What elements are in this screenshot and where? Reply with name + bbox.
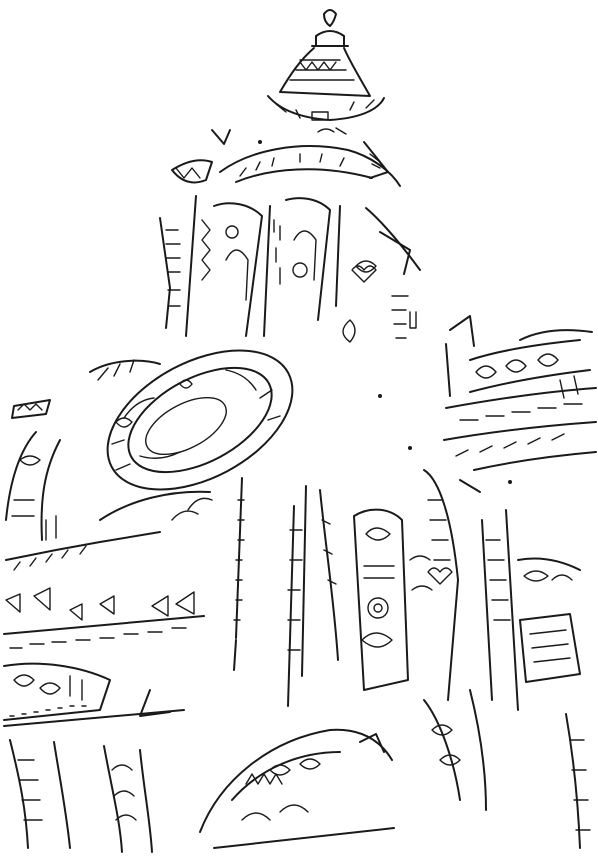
tower-spire-dome	[268, 48, 384, 134]
left-roof-edge	[4, 588, 204, 648]
left-facade	[6, 400, 212, 570]
clock-face	[84, 322, 315, 518]
center-columns	[234, 478, 338, 706]
left-lower-block	[4, 664, 184, 852]
right-upper-roof	[444, 316, 596, 470]
center-ornate-block	[354, 470, 480, 700]
tower-belfry	[160, 196, 420, 342]
bottom-dome	[200, 730, 394, 848]
tower-finial	[312, 10, 348, 46]
decorative-marks	[180, 140, 512, 584]
tower-upper-wings	[172, 130, 400, 186]
